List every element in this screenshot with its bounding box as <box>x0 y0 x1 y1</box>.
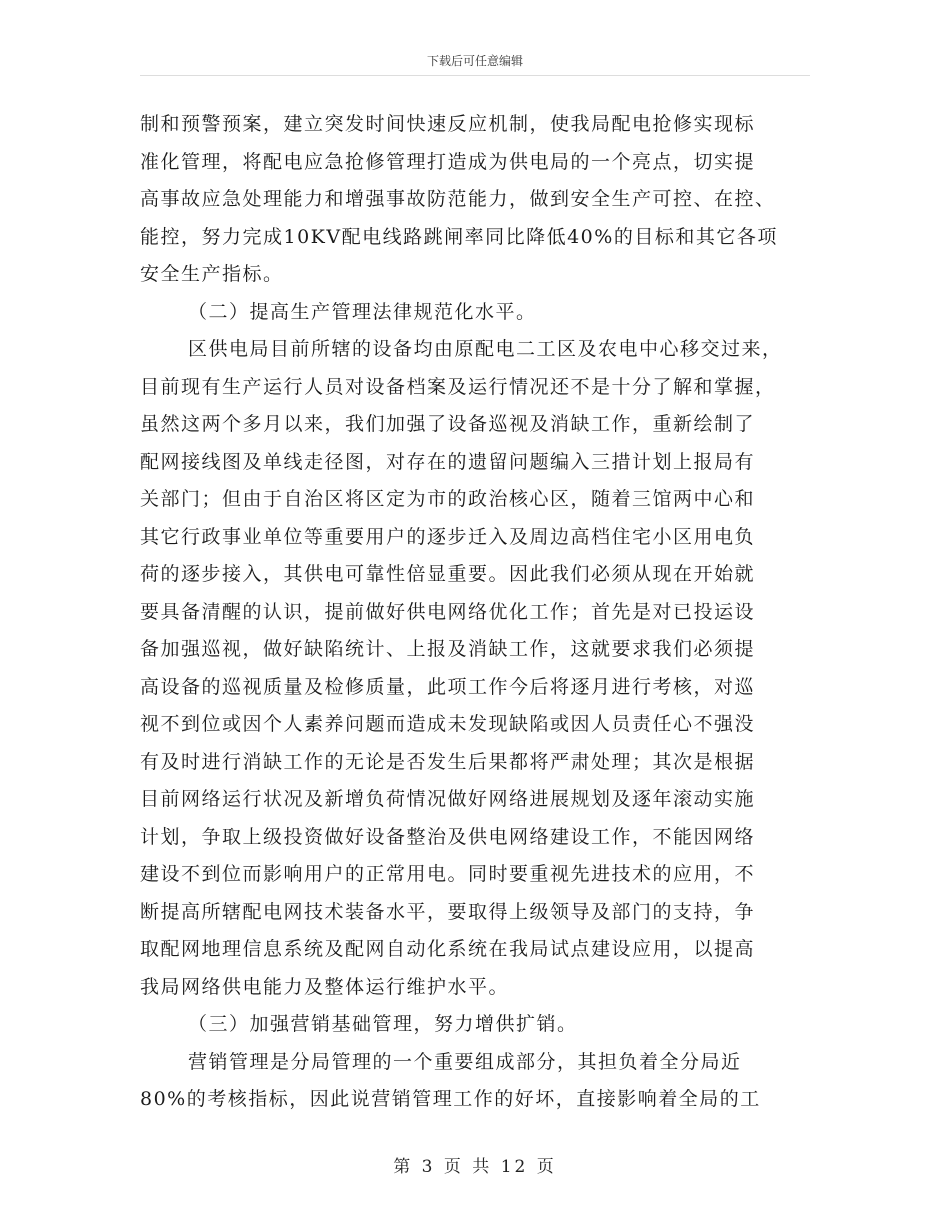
text-line: 虽然这两个多月以来，我们加强了设备巡视及消缺工作，重新绘制了 <box>140 413 756 435</box>
text-line: 准化管理，将配电应急抢修管理打造成为供电局的一个亮点，切实提 <box>140 150 756 173</box>
text-line: 荷的逐步接入，其供电可靠性倍显重要。因此我们必须从现在开始就 <box>140 563 756 585</box>
document-body <box>140 106 812 1119</box>
text-line: 断提高所辖配电网技术装备水平，要取得上级领导及部门的支持，争 <box>140 900 756 923</box>
text-line: 取配网地理信息系统及配网自动化系统在我局试点建设应用，以提高 <box>140 938 756 960</box>
text-line: 高事故应急处理能力和增强事故防范能力，做到安全生产可控、在控、 <box>140 188 776 210</box>
text-line: 配网接线图及单线走径图，对存在的遗留问题编入三措计划上报局有 <box>140 450 756 473</box>
text-line: （三）加强营销基础管理，努力增供扩销。 <box>188 1013 578 1035</box>
page-header: 下载后可任意编辑 <box>426 54 523 68</box>
text-line: 安全生产指标。 <box>140 263 284 285</box>
text-line: 区供电局目前所辖的设备均由原配电二工区及农电中心移交过来， <box>188 338 783 360</box>
text-line: 其它行政事业单位等重要用户的逐步迁入及周边高档住宅小区用电负 <box>140 525 756 548</box>
text-line: 80%的考核指标，因此说营销管理工作的好坏，直接影响着全局的工 <box>140 1088 761 1110</box>
text-line: 目前现有生产运行人员对设备档案及运行情况还不是十分了解和掌握， <box>140 375 776 398</box>
text-line: 有及时进行消缺工作的无论是否发生后果都将严肃处理；其次是根据 <box>140 750 756 773</box>
text-line: 视不到位或因个人素养问题而造成未发现缺陷或因人员责任心不强没 <box>140 713 756 735</box>
text-line: 要具备清醒的认识，提前做好供电网络优化工作；首先是对已投运设 <box>140 600 756 623</box>
text-line: 计划，争取上级投资做好设备整治及供电网络建设工作，不能因网络 <box>140 825 756 848</box>
text-line: 营销管理是分局管理的一个重要组成部分，其担负着全分局近 <box>188 1050 742 1073</box>
text-line: 目前网络运行状况及新增负荷情况做好网络进展规划及逐年滚动实施 <box>140 788 756 810</box>
text-line: 制和预警预案，建立突发时间快速反应机制，使我局配电抢修实现标 <box>140 113 756 135</box>
text-line: 关部门；但由于自治区将区定为市的政治核心区，随着三馆两中心和 <box>140 488 756 510</box>
text-line: 备加强巡视，做好缺陷统计、上报及消缺工作，这就要求我们必须提 <box>140 638 756 660</box>
text-line: 我局网络供电能力及整体运行维护水平。 <box>140 975 510 998</box>
text-line: 高设备的巡视质量及检修质量，此项工作今后将逐月进行考核，对巡 <box>140 675 756 698</box>
page-footer: 第 3 页 共 12 页 <box>393 1157 557 1177</box>
text-line: 能控，努力完成10KV配电线路跳闸率同比降低40%的目标和其它各项 <box>140 225 778 248</box>
text-line: 建设不到位而影响用户的正常用电。同时要重视先进技术的应用，不 <box>140 863 756 885</box>
text-line: （二）提高生产管理法律规范化水平。 <box>188 300 537 323</box>
header-divider <box>140 75 810 76</box>
